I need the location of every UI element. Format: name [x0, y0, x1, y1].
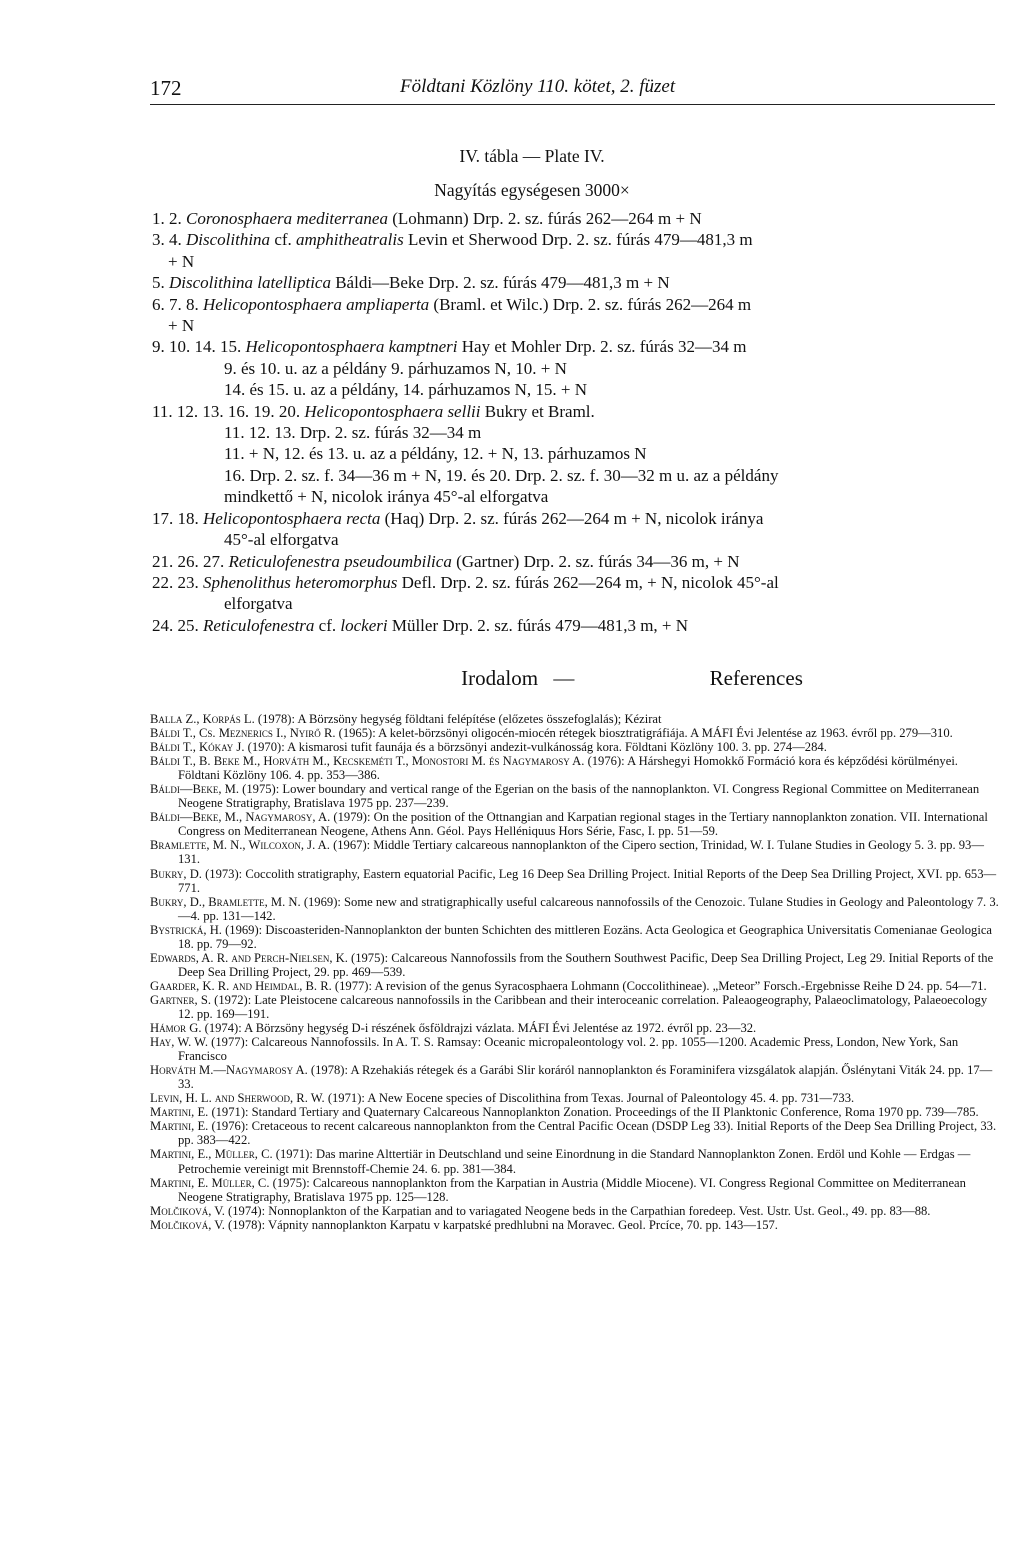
- magnification-note: Nagyítás egységesen 3000×: [434, 180, 630, 200]
- caption-line: 45°-al elforgatva: [224, 530, 339, 550]
- reference-author: Báldi T., Cs. Meznerics I., Nyirő R.: [150, 726, 336, 741]
- reference-entry: [150, 1176, 1000, 1204]
- reference-author: Martini, E., Müller, C.: [150, 1147, 273, 1162]
- reference-text: (1970): A kismarosi tufit faunája és a börzsönyi andezit-vulkánosság kora. Földtani Közlöny 100. 3. pp. 274—284.: [244, 740, 827, 755]
- reference-text: (1975): Calcareous Nannofossils from the Southern Southwest Pacific, Deep Sea Drilling Project, Leg 29. Initial Reports of the Deep Sea Drilling Project, 29. pp. 469—539.: [178, 950, 994, 979]
- reference-entry: [150, 1091, 1000, 1105]
- caption-line: 22. 23. Sphenolithus heteromorphus Defl. Drp. 2. sz. fúrás 262—264 m, + N, nicolok 45°-al: [152, 572, 779, 592]
- reference-entry: [150, 993, 1000, 1021]
- reference-author: Balla Z., Korpás L.: [150, 712, 255, 726]
- references-list: [150, 712, 1000, 1232]
- reference-author: Gartner, S.: [150, 992, 212, 1007]
- reference-entry: [150, 951, 1000, 979]
- reference-text: (1967): Middle Tertiary calcareous nannoplankton of the Cipero section, Trinidad, W. I. Tulane Studies in Geology 5. 3. pp. 93—131.: [178, 838, 984, 867]
- reference-entry: [150, 867, 1000, 895]
- reference-author: Gaarder, K. R. and Heimdal, B. R.: [150, 978, 332, 993]
- caption-line: 9. és 10. u. az a példány 9. párhuzamos N, 10. + N: [224, 358, 567, 378]
- reference-text: (1975): Calcareous nannoplankton from the Karpatian in Austria (Middle Miocene). VI. Congress Regional Committee on Mediterranean Neogene Stratigraphy, Bratislava 1975 pp. 125—128.: [178, 1175, 966, 1204]
- reference-entry: [150, 712, 1000, 726]
- reference-text: (1969): Discoasteriden-Nannoplankton der bunten Schichten des mittleren Eozäns. Acta Geologica et Geographica Universitatis Comenianae Geologica 18. pp. 79—92.: [178, 922, 993, 951]
- reference-text: (1975): Lower boundary and vertical range of the Egerian on the basis of the nannoplankton. VI. Congress Regional Committee on Mediterranean Neogene Stratigraphy, Bratislava 1975 pp. 237—239.: [178, 782, 980, 811]
- reference-text: (1978): A Rzehakiás rétegek és a Garábi Slir koráról nannoplankton és Foraminifera vizsgálatok alapján. Őslénytani Viták 24. pp. 17—33.: [178, 1063, 993, 1092]
- reference-text: (1973): Coccolith stratigraphy, Eastern equatorial Pacific, Leg 16 Deep Sea Drilling Project. Initial Reports of the Deep Sea Drilling Project, XVI. pp. 653—771.: [178, 866, 997, 895]
- reference-author: Martini, E. Müller, C.: [150, 1175, 270, 1190]
- reference-author: Báldi—Beke, M., Nagymarosy, A.: [150, 810, 331, 825]
- reference-author: Levin, H. L. and Sherwood, R. W.: [150, 1091, 325, 1106]
- reference-entry: [150, 1204, 1000, 1218]
- caption-line: 11. + N, 12. és 13. u. az a példány, 12. + N, 13. párhuzamos N: [224, 444, 647, 464]
- reference-author: Bystrická, H.: [150, 922, 222, 937]
- reference-text: (1971): Das marine Alttertiär in Deutschland und seine Einordnung in die Standard Nannoplankton Zonen. Erdöl und Kohle — Erdgas — Petrochemie vereinigt mit Brennstoff-Chemie 24. 6. pp. 381—384.: [178, 1147, 971, 1176]
- reference-author: Báldi—Beke, M.: [150, 782, 240, 797]
- reference-text: (1974): A Börzsöny hegység D-i részének ősföldrajzi vázlata. MÁFI Évi Jelentése az 1972. évről pp. 23—32.: [201, 1021, 757, 1036]
- reference-entry: [150, 782, 1000, 810]
- reference-text: (1971): Standard Tertiary and Quaternary Calcareous Nannoplankton Zonation. Proceedings of the II Planktonic Conference, Roma 1970 pp. 739—785.: [208, 1105, 979, 1120]
- reference-entry: [150, 1119, 1000, 1147]
- reference-entry: [150, 740, 1000, 754]
- reference-entry: [150, 1218, 1000, 1232]
- reference-text: (1972): Late Pleistocene calcareous nannofossils in the Caribbean and their interoceanic correlation. Paleaogeography, Palaeoclimatology, Palaeoecology 12. pp. 169—191.: [178, 992, 988, 1021]
- caption-line: 5. Discolithina latelliptica Báldi—Beke Drp. 2. sz. fúrás 479—481,3 m + N: [152, 273, 670, 293]
- reference-author: Martini, E.: [150, 1105, 209, 1120]
- reference-entry: [150, 979, 1000, 993]
- reference-entry: [150, 923, 1000, 951]
- caption-line: mindkettő + N, nicolok iránya 45°-al elforgatva: [224, 487, 549, 507]
- caption-line: 14. és 15. u. az a példány, 14. párhuzamos N, 15. + N: [224, 380, 588, 400]
- reference-text: (1976): A Hárshegyi Homokkő Formáció kora és képződési körülményei. Földtani Közlöny 106. 4. pp. 353—386.: [178, 754, 958, 783]
- reference-author: Martini, E.: [150, 1119, 209, 1134]
- reference-author: Báldi T., Kókay J.: [150, 740, 245, 755]
- reference-text: (1978): Vápnity nannoplankton Karpatu v karpatské predhlubni na Moravec. Geol. Prcíce, 70. pp. 143—157.: [224, 1217, 778, 1232]
- caption-line: 21. 26. 27. Reticulofenestra pseudoumbilica (Gartner) Drp. 2. sz. fúrás 34—36 m, + N: [152, 551, 740, 571]
- reference-text: (1978): A Börzsöny hegység földtani felépítése (előzetes összefoglalás); Kézirat: [254, 712, 662, 726]
- reference-author: Bukry, D.: [150, 866, 202, 881]
- caption-line: 3. 4. Discolithina cf. amphitheatralis Levin et Sherwood Drp. 2. sz. fúrás 479—481,3 m: [152, 230, 753, 250]
- references-heading: Irodalom — References: [461, 666, 803, 690]
- reference-author: Bramlette, M. N., Wilcoxon, J. A.: [150, 838, 330, 853]
- reference-author: Horváth M.—Nagymarosy A.: [150, 1063, 308, 1078]
- page-header: [150, 72, 995, 105]
- reference-author: Molčiková, V.: [150, 1217, 225, 1232]
- reference-text: (1977): A revision of the genus Syracosphaera Lohmann (Coccolithineae). „Meteor” Forsch.-Ergebnisse Reihe D 24. pp. 54—71.: [331, 978, 987, 993]
- reference-entry: [150, 895, 1000, 923]
- caption-line: 17. 18. Helicopontosphaera recta (Haq) Drp. 2. sz. fúrás 262—264 m + N, nicolok iránya: [152, 508, 764, 528]
- reference-author: Bukry, D., Bramlette, M. N.: [150, 894, 301, 909]
- caption-line: 1. 2. Coronosphaera mediterranea (Lohmann) Drp. 2. sz. fúrás 262—264 m + N: [152, 209, 702, 228]
- page-number: 172: [150, 76, 182, 100]
- reference-text: (1977): Calcareous Nannofossils. In A. T. S. Ramsay: Oceanic micropaleontology vol. 2. pp. 1055—1200. Academic Press, London, New York, San Francisco: [178, 1035, 959, 1064]
- caption-line: 11. 12. 13. 16. 19. 20. Helicopontosphaera sellii Bukry et Braml.: [152, 401, 595, 421]
- reference-text: (1976): Cretaceous to recent calcareous nannoplankton from the Central Pacific Ocean (DSDP Leg 33). Initial Reports of the Deep Sea Drilling Project, 33. pp. 383—422.: [178, 1119, 997, 1148]
- reference-entry: [150, 1021, 1000, 1035]
- journal-title: Földtani Közlöny 110. kötet, 2. füzet: [400, 76, 676, 97]
- caption-line: + N: [168, 251, 195, 271]
- reference-entry: [150, 810, 1000, 838]
- reference-entry: [150, 754, 1000, 782]
- plate-captions: [152, 208, 1002, 636]
- caption-line: 9. 10. 14. 15. Helicopontosphaera kamptneri Hay et Mohler Drp. 2. sz. fúrás 32—34 m: [152, 337, 747, 357]
- reference-entry: [150, 1063, 1000, 1091]
- reference-text: (1974): Nonnoplankton of the Karpatian and to variagated Neogene beds in the Carpathian foredeep. Vest. Ustr. Ust. Geol., 49. pp. 83—88.: [224, 1203, 931, 1218]
- reference-author: Edwards, A. R. and Perch-Nielsen, K.: [150, 950, 348, 965]
- plate-title: IV. tábla — Plate IV.: [459, 146, 605, 166]
- reference-entry: [150, 1147, 1000, 1175]
- caption-line: 6. 7. 8. Helicopontosphaera ampliaperta (Braml. et Wilc.) Drp. 2. sz. fúrás 262—264 m: [152, 294, 752, 314]
- caption-line: 11. 12. 13. Drp. 2. sz. fúrás 32—34 m: [224, 423, 482, 443]
- reference-entry: [150, 1105, 1000, 1119]
- reference-text: (1969): Some new and stratigraphically useful calcareous nannofossils of the Cenozoic. Tulane Studies in Geology and Paleontology 7. 3.—4. pp. 131—142.: [178, 894, 999, 923]
- reference-entry: [150, 838, 1000, 866]
- reference-text: (1979): On the position of the Ottnangian and Karpatian regional stages in the Tertiary nannoplankton zonation. VII. International Congress on Mediterranean Neogene, Athens Ann. Géol. Pays Helléniquus Hors Série, Fasc, I. pp. 51—59.: [178, 810, 988, 839]
- reference-author: Hay, W. W.: [150, 1035, 209, 1050]
- reference-author: Hámor G.: [150, 1021, 202, 1036]
- reference-text: (1965): A kelet-börzsönyi oligocén-miocén rétegek biosztratigráfiája. A MÁFI Évi Jelentése az 1963. évről pp. 279—310.: [335, 726, 953, 741]
- reference-entry: [150, 1035, 1000, 1063]
- caption-line: 24. 25. Reticulofenestra cf. lockeri Müller Drp. 2. sz. fúrás 479—481,3 m, + N: [152, 615, 689, 635]
- reference-text: (1971): A New Eocene species of Discolithina from Texas. Journal of Paleontology 45. 4. pp. 731—733.: [324, 1091, 855, 1106]
- caption-line: + N: [168, 316, 195, 336]
- reference-author: Molčiková, V.: [150, 1203, 225, 1218]
- caption-line: 16. Drp. 2. sz. f. 34—36 m + N, 19. és 20. Drp. 2. sz. f. 30—32 m u. az a példány: [224, 465, 779, 485]
- reference-author: Báldi T., B. Beke M., Horváth M., Kecskeméti T., Monostori M. és Nagymarosy A.: [150, 754, 585, 769]
- caption-line: elforgatva: [224, 594, 293, 614]
- reference-entry: [150, 726, 1000, 740]
